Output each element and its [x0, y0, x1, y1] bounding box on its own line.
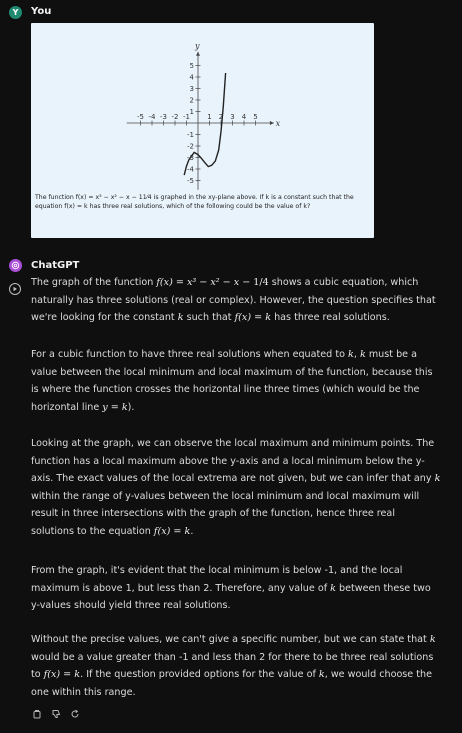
x-tick-label: -1: [183, 113, 190, 121]
x-tick-label: -5: [137, 113, 144, 121]
answer-paragraph-4: From the graph, it's evident that the local minimum is below -1, and the local maximum is above 1, but less than 2. Therefore, any value of k between these two y-values should yield three real solutions.: [31, 565, 431, 611]
x-tick-label: 1: [207, 113, 212, 121]
answer-paragraph-5: Without the precise values, we can't give a specific number, but we can state that k would be a value greater than -1 and less than 2 for there to be three real solutions to f(x) = k. If the question provided options for the value of k, we would choose the one within this range.: [31, 634, 436, 698]
message-actions: [31, 708, 81, 722]
x-tick-label: 5: [253, 113, 258, 121]
y-tick-label: 1: [189, 108, 194, 116]
play-icon[interactable]: [9, 283, 21, 295]
user-name: You: [31, 6, 52, 17]
x-axis-arrow: [270, 121, 274, 125]
y-tick-label: 5: [189, 62, 194, 70]
x-tick-label: 2: [218, 113, 224, 121]
y-tick-label: 4: [189, 73, 194, 82]
user-avatar: Y: [9, 6, 22, 19]
y-tick-label: -3: [187, 154, 194, 162]
answer-paragraph-1: The graph of the function f(x) = x³ − x² − x − 1/4 shows a cubic equation, which naturally has three solutions (real or complex). However, the question specifies that we're looking for the constant k such that f(x) = k has three real solutions.: [31, 277, 436, 323]
assistant-name: ChatGPT: [31, 260, 80, 271]
y-tick-label: -2: [187, 142, 194, 151]
thumbs-down-icon[interactable]: [50, 708, 62, 720]
x-tick-label: -4: [148, 113, 156, 121]
attached-figure[interactable]: [31, 23, 374, 238]
math-fraction: 1/4: [253, 277, 269, 288]
y-axis-arrow: [196, 52, 200, 56]
answer-paragraph-3: Looking at the graph, we can observe the local maximum and minimum points. The function has a local maximum above the y-axis and a local minimum below the y-axis. The exact values of the local extrema are not given, but we can infer that any k within the range of y-values between the local minimum and local maximum will result in three intersections with the graph of the function, hence three real solutions to the equation f(x) = k.: [31, 438, 441, 537]
cubic-graph: [31, 23, 374, 193]
y-tick-label: -1: [187, 131, 194, 139]
y-tick-label: -4: [187, 165, 194, 174]
answer-paragraph-2: For a cubic function to have three real solutions when equated to k, k must be a value between the local minimum and local maximum of the function, because this is where the function crosses the horizontal line three times (which would be the horizontal line y = k).: [31, 349, 433, 413]
x-tick-label: 4: [241, 113, 247, 121]
y-tick-label: 3: [189, 85, 194, 93]
math-inline: f(x) = x³ − x² − x −: [156, 277, 254, 288]
x-tick-label: -3: [160, 113, 167, 121]
y-tick-label: 2: [189, 96, 194, 105]
y-axis-label: y: [195, 41, 200, 51]
x-tick-label: 3: [230, 113, 235, 121]
x-tick-label: -2: [171, 113, 179, 121]
y-tick-label: -5: [187, 177, 194, 185]
copy-icon[interactable]: [31, 708, 43, 720]
x-axis-label: x: [275, 119, 281, 128]
openai-logo-icon: [9, 259, 22, 272]
regenerate-icon[interactable]: [69, 708, 81, 720]
figure-caption: The function f(x) = x³ − x² − x − 11⁄4 is graphed in the xy-plane above. If k is a constant such that the equation f(x) = k has three real solutions, which of the following could be the value of k?: [35, 194, 354, 210]
